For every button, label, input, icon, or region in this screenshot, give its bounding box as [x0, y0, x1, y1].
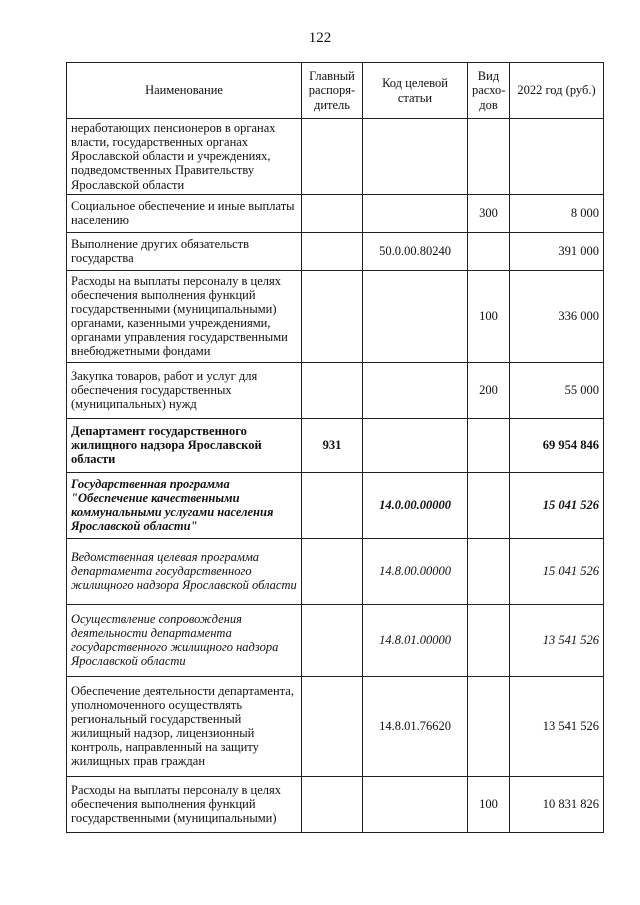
cell-code — [363, 776, 468, 832]
table-row — [67, 270, 604, 362]
cell-code: 50.0.00.80240 — [363, 232, 468, 270]
table-row — [67, 538, 604, 604]
table-row — [67, 776, 604, 832]
cell-name: Выполнение других обязательств государства — [67, 232, 302, 270]
table-row — [67, 418, 604, 472]
cell-amount: 13 541 526 — [510, 604, 604, 676]
table-row — [67, 676, 604, 776]
table-body — [67, 119, 604, 833]
cell-kind: 100 — [468, 270, 510, 362]
cell-ministry — [302, 776, 363, 832]
cell-ministry — [302, 232, 363, 270]
header-name: Наименование — [67, 63, 302, 119]
cell-ministry: 931 — [302, 418, 363, 472]
header-ministry: Главный распоря-дитель — [302, 63, 363, 119]
cell-amount: 336 000 — [510, 270, 604, 362]
cell-kind: 200 — [468, 362, 510, 418]
cell-ministry — [302, 538, 363, 604]
cell-ministry — [302, 676, 363, 776]
cell-ministry — [302, 119, 363, 195]
table-row — [67, 194, 604, 232]
cell-amount: 13 541 526 — [510, 676, 604, 776]
cell-amount: 391 000 — [510, 232, 604, 270]
header-amount: 2022 год (руб.) — [510, 63, 604, 119]
cell-amount: 10 831 826 — [510, 776, 604, 832]
cell-amount: 8 000 — [510, 194, 604, 232]
cell-code — [363, 418, 468, 472]
cell-name: Закупка товаров, работ и услуг для обеспечения государственных (муниципальных) нужд — [67, 362, 302, 418]
cell-kind: 100 — [468, 776, 510, 832]
cell-code — [363, 119, 468, 195]
cell-amount: 69 954 846 — [510, 418, 604, 472]
cell-name: Государственная программа "Обеспечение качественными коммунальными услугами населения Ярославской области" — [67, 472, 302, 538]
cell-amount: 15 041 526 — [510, 472, 604, 538]
cell-kind — [468, 538, 510, 604]
cell-code: 14.8.00.00000 — [363, 538, 468, 604]
cell-kind — [468, 418, 510, 472]
table-row — [67, 232, 604, 270]
cell-ministry — [302, 270, 363, 362]
cell-amount — [510, 119, 604, 195]
cell-code: 14.8.01.00000 — [363, 604, 468, 676]
cell-name: Департамент государственного жилищного надзора Ярославской области — [67, 418, 302, 472]
cell-kind: 300 — [468, 194, 510, 232]
cell-kind — [468, 232, 510, 270]
cell-kind — [468, 472, 510, 538]
cell-name: Расходы на выплаты персоналу в целях обеспечения выполнения функций государственными (муниципальными) органами, казенными учреждениями, органами управления государственными внебюджетными фондами — [67, 270, 302, 362]
cell-amount: 15 041 526 — [510, 538, 604, 604]
header-code: Код целевой статьи — [363, 63, 468, 119]
cell-code: 14.0.00.00000 — [363, 472, 468, 538]
cell-name: Обеспечение деятельности департамента, уполномоченного осуществлять региональный государственный жилищный надзор, лицензионный контроль, направленный на защиту жилищных прав граждан — [67, 676, 302, 776]
cell-name: Социальное обеспечение и иные выплаты населению — [67, 194, 302, 232]
cell-code — [363, 194, 468, 232]
cell-kind — [468, 604, 510, 676]
table-row — [67, 362, 604, 418]
table-row — [67, 119, 604, 195]
table-row — [67, 472, 604, 538]
cell-ministry — [302, 472, 363, 538]
header-kind: Вид расхо-дов — [468, 63, 510, 119]
cell-name: Осуществление сопровождения деятельности департамента государственного жилищного надзора Ярославской области — [67, 604, 302, 676]
budget-table — [66, 62, 604, 833]
cell-ministry — [302, 362, 363, 418]
page-number: 122 — [308, 30, 332, 46]
cell-code — [363, 362, 468, 418]
cell-name: Ведомственная целевая программа департамента государственного жилищного надзора Ярославской области — [67, 538, 302, 604]
cell-amount: 55 000 — [510, 362, 604, 418]
cell-name: неработающих пенсионеров в органах власти, государственных органах Ярославской области и учреждениях, подведомственных Правительству Ярославской области — [67, 119, 302, 195]
table-header — [67, 63, 604, 119]
cell-name: Расходы на выплаты персоналу в целях обеспечения выполнения функций государственными (муниципальными) — [67, 776, 302, 832]
table-row — [67, 604, 604, 676]
cell-ministry — [302, 604, 363, 676]
cell-code: 14.8.01.76620 — [363, 676, 468, 776]
cell-ministry — [302, 194, 363, 232]
cell-kind — [468, 676, 510, 776]
cell-kind — [468, 119, 510, 195]
cell-code — [363, 270, 468, 362]
